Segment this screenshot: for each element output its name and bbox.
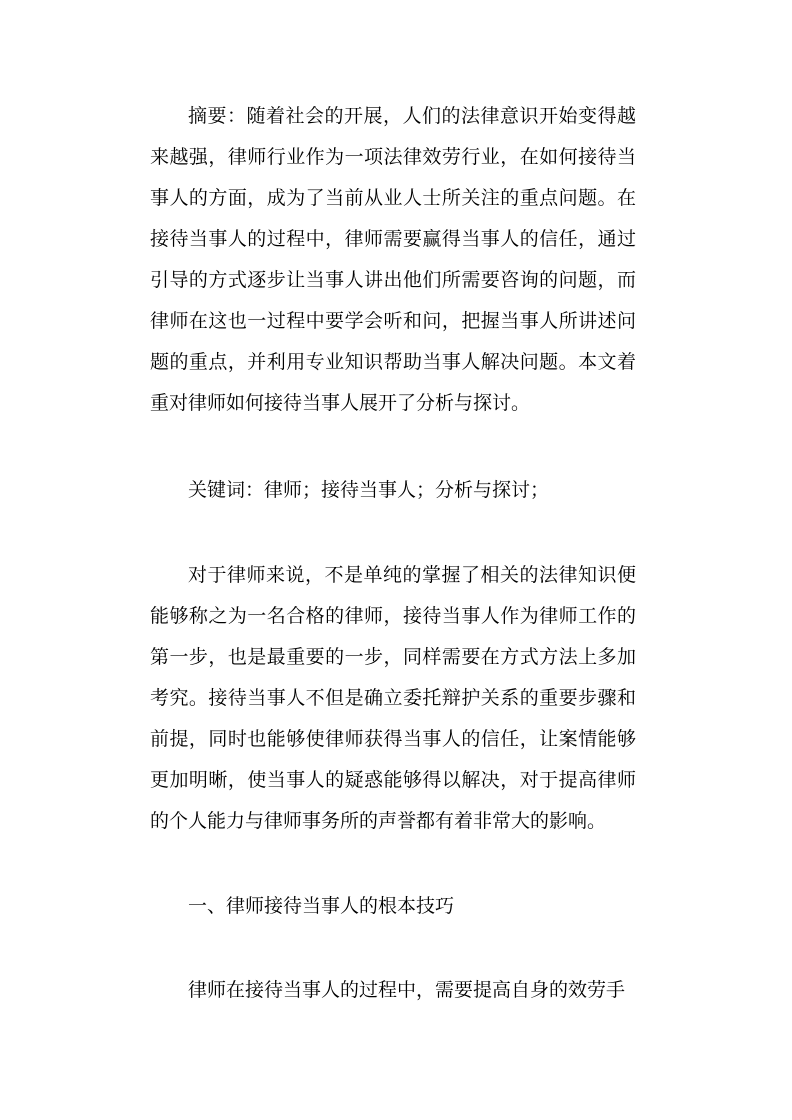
intro-paragraph: 对于律师来说，不是单纯的掌握了相关的法律知识便能够称之为一名合格的律师，接待当事人作为律师工作的第一步，也是最重要的一步，同样需要在方式方法上多加考究。接待当事人不但是确立委托辩护关系的重要步骤和前提，同时也能够使律师获得当事人的信任，让案情能够更加明晰，使当事人的疑惑能够得以解决，对于提高律师的个人能力与律师事务所的声誉都有着非常大的影响。	[150, 564, 636, 832]
abstract-paragraph: 摘要：随着社会的开展，人们的法律意识开始变得越来越强，律师行业作为一项法律效劳行业，在如何接待当事人的方面，成为了当前从业人士所关注的重点问题。在接待当事人的过程中，律师需要赢得当事人的信任，通过引导的方式逐步让当事人讲出他们所需要咨询的问题，而律师在这也一过程中要学会听和问，把握当事人所讲述问题的重点，并利用专业知识帮助当事人解决问题。本文着重对律师如何接待当事人展开了分析与探讨。	[150, 105, 636, 414]
section-heading: 一、律师接待当事人的根本技巧	[188, 895, 455, 917]
section-paragraph: 律师在接待当事人的过程中，需要提高自身的效劳手	[188, 979, 626, 1001]
keywords-line: 关键词：律师；接待当事人；分析与探讨；	[188, 479, 550, 501]
